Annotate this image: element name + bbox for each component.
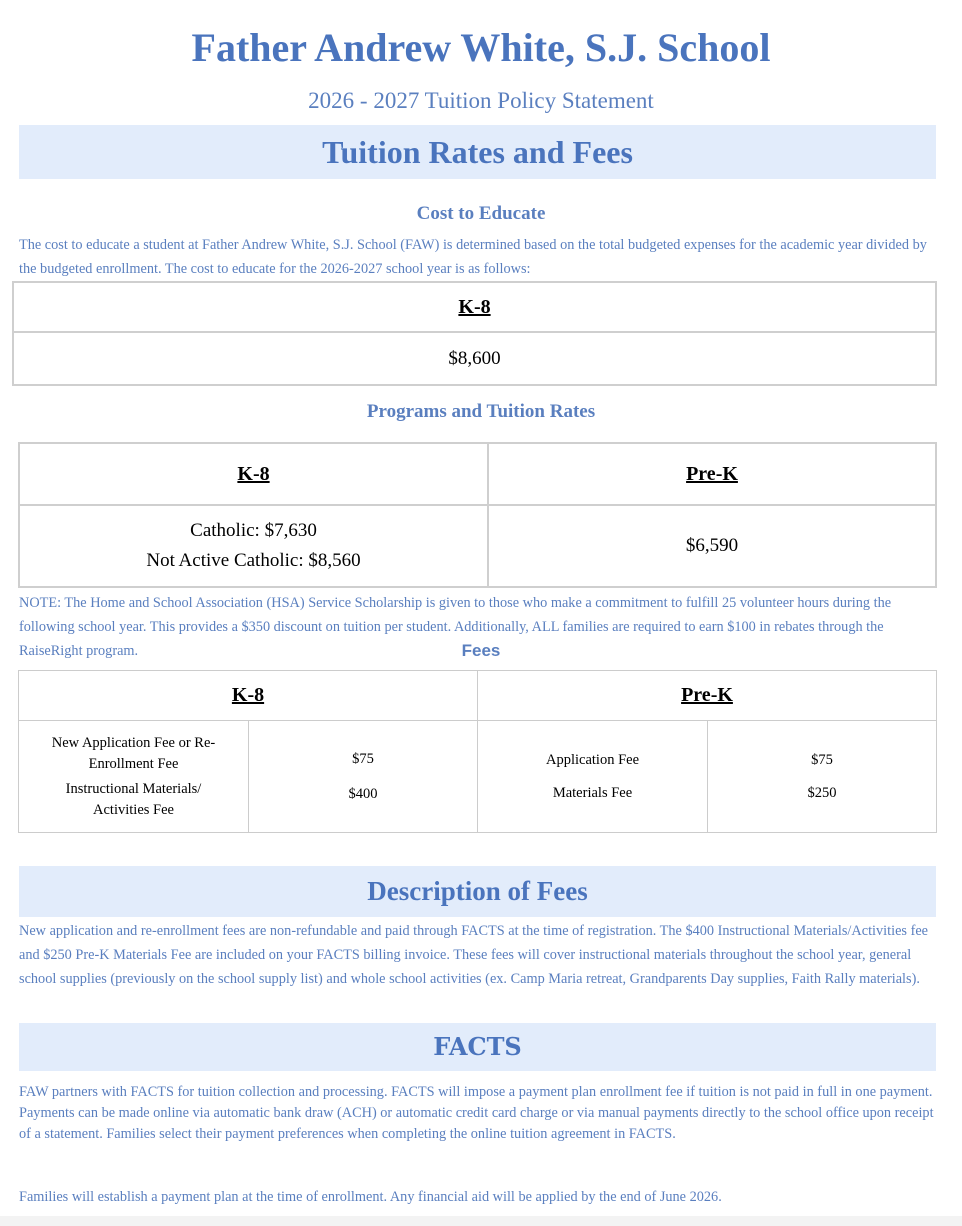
tuition-rates-band: Tuition Rates and Fees: [19, 125, 936, 179]
fees-heading: Fees: [461, 641, 501, 660]
programs-prek-header: Pre-K: [488, 443, 936, 505]
programs-table: [18, 442, 937, 588]
k8-fee-label: Instructional Materials/ Activities Fee: [65, 780, 202, 818]
k8-catholic-rate: Catholic: $7,630: [190, 520, 317, 541]
description-of-fees-band: Description of Fees: [19, 866, 936, 917]
facts-text: FAW partners with FACTS for tuition collection and processing. FACTS will impose a payment plan enrollment fee if tuition is not paid in full in one payment. Payments can be made online via automatic bank draw (ACH) or automatic credit card charge or via manual payments directly to the school office upon receipt of a statement. Families select their payment preferences when completing the online tuition agreement in FACTS.: [19, 1084, 934, 1142]
policy-subtitle: 2026 - 2027 Tuition Policy Statement: [308, 88, 654, 113]
fees-prek-labels: [478, 721, 708, 833]
fees-prek-amounts: [708, 721, 937, 833]
fees-k8-amounts: [249, 721, 478, 833]
k8-fee-label: New Application Fee or Re-Enrollment Fee: [51, 734, 216, 772]
programs-k8-rates: [19, 505, 488, 587]
fees-table: [18, 670, 937, 833]
k8-fee-amount: $75: [352, 750, 374, 767]
programs-heading: Programs and Tuition Rates: [366, 401, 596, 422]
programs-k8-header: K-8: [19, 443, 488, 505]
k8-not-active-rate: Not Active Catholic: $8,560: [146, 550, 361, 571]
school-title: Father Andrew White, S.J. School: [191, 25, 771, 70]
cost-table-header: K-8: [13, 282, 936, 332]
k8-fee-amount: $400: [348, 785, 378, 802]
description-of-fees-text: New application and re-enrollment fees are non-refundable and paid through FACTS at the time of registration. The $400 Instructional Materials/Activities fee and $250 Pre-K Materials Fee are included on your FACTS billing invoice. These fees will cover instructional materials throughout the school year, general school supplies (previously on the school supply list) and whole school activities (ex. Camp Maria retreat, Grandparents Day supplies, Faith Rally materials).: [19, 923, 929, 987]
fees-k8-header: K-8: [19, 671, 478, 721]
prek-rate: $6,590: [488, 505, 936, 587]
fees-prek-header: Pre-K: [478, 671, 937, 721]
prek-fee-amount: $75: [811, 751, 833, 768]
prek-fee-label: Application Fee: [545, 751, 640, 768]
cost-to-educate-table: [12, 281, 937, 386]
fees-k8-labels: [19, 721, 249, 833]
cost-to-educate-heading: Cost to Educate: [416, 203, 546, 224]
cost-to-educate-text: The cost to educate a student at Father Andrew White, S.J. School (FAW) is determined based on the total budgeted expenses for the academic year divided by the budgeted enrollment. The cost to educate for the 2026-2027 school year is as follows:: [19, 237, 927, 277]
prek-fee-amount: $250: [807, 784, 837, 801]
cost-table-value: $8,600: [13, 332, 936, 385]
prek-fee-label: Materials Fee: [552, 784, 633, 801]
hsa-note: NOTE: The Home and School Association (HSA) Service Scholarship is given to those who make a commitment to fulfill 25 volunteer hours during the following school year. This provides a $350 discount on tuition per student. Additionally, ALL families are required to earn $100 in rebates through the RaiseRight program.: [19, 595, 892, 659]
page-footer-shade: [0, 1216, 962, 1226]
facts-enrollment-text: Families will establish a payment plan at the time of enrollment. Any financial aid will be applied by the end of June 2026.: [19, 1189, 722, 1205]
facts-band: FACTS: [19, 1023, 936, 1071]
